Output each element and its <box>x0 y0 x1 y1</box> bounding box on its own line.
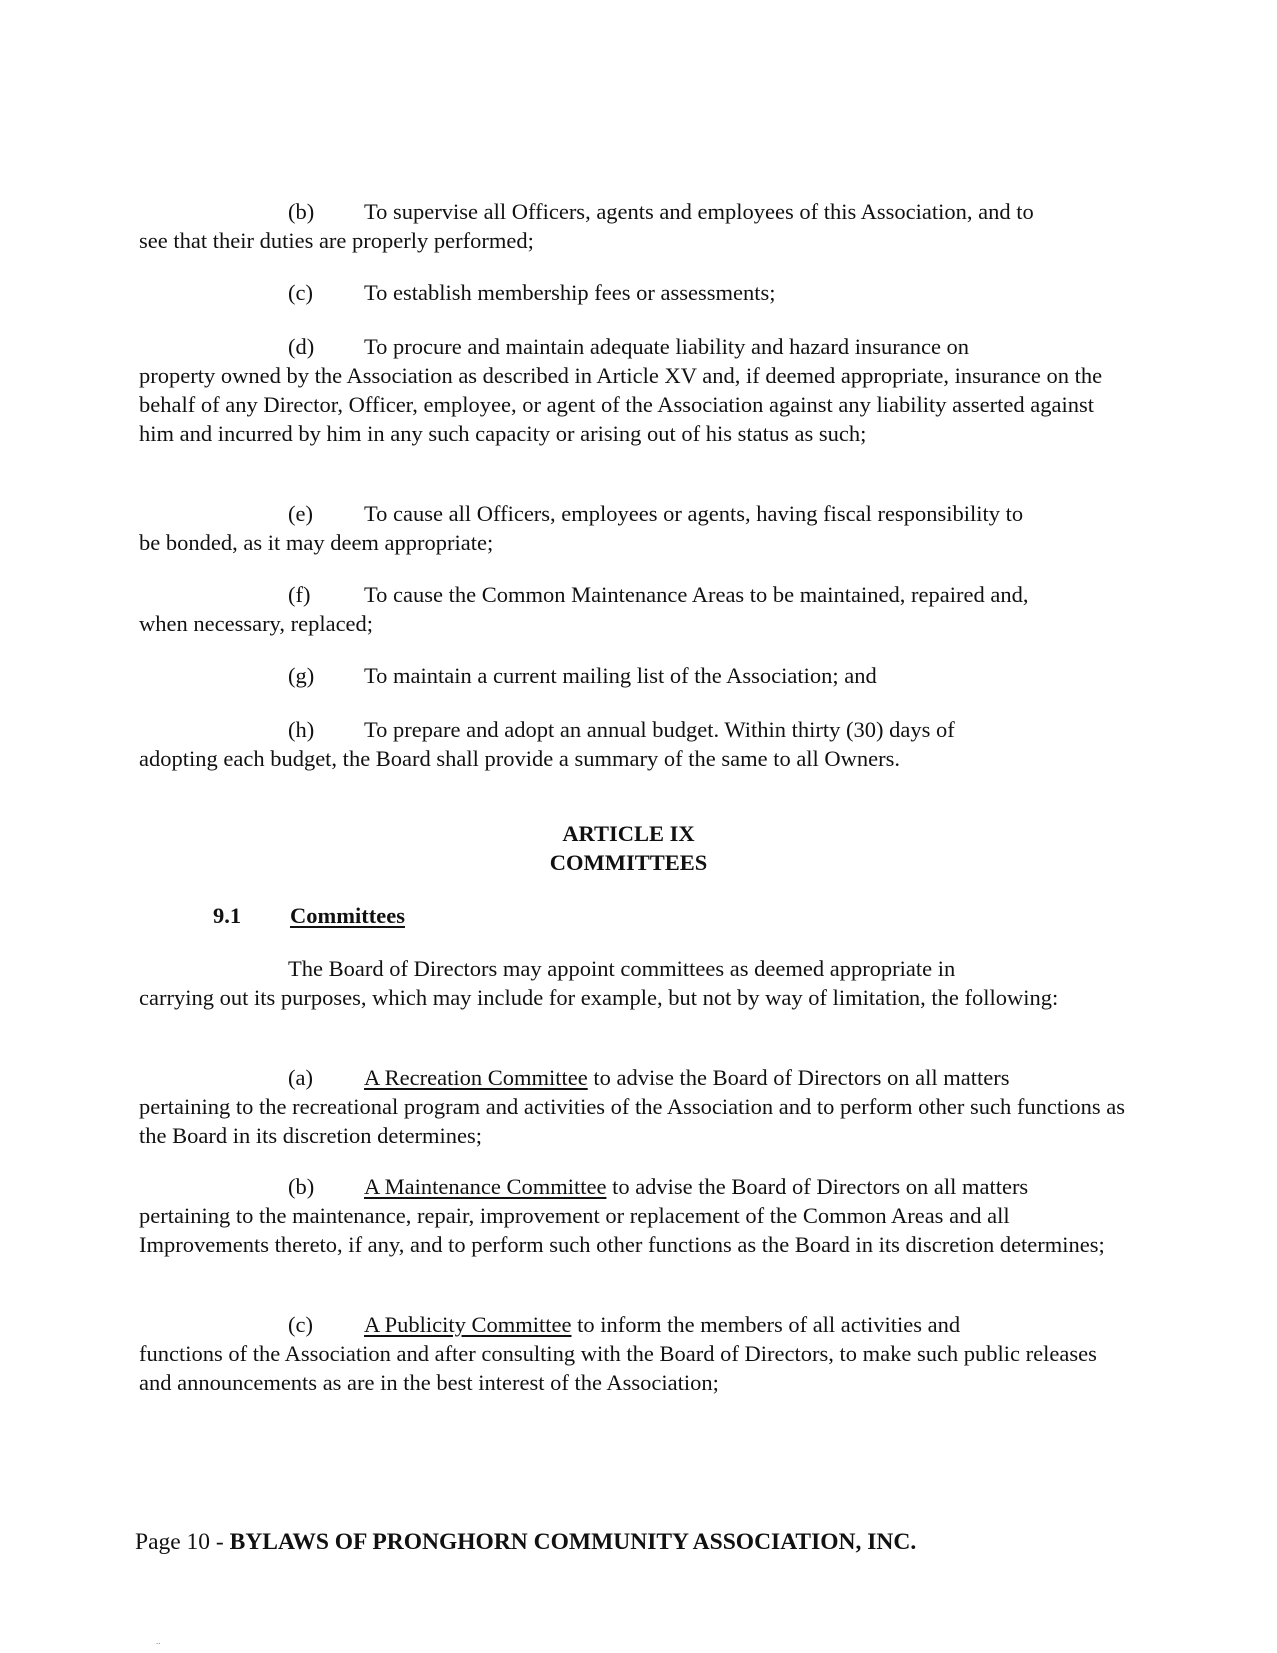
item-text-continued: when necessary, replaced; <box>139 611 374 636</box>
intro-text-continued: carrying out its purposes, which may include for example, but not by way of limitation, the following: <box>139 985 1059 1010</box>
item-e-bonded <box>139 499 1129 557</box>
committee-name: A Publicity Committee <box>364 1312 572 1337</box>
section-title: Committees <box>290 903 405 928</box>
item-text: To maintain a current mailing list of the Association; and <box>364 663 877 688</box>
item-text: To supervise all Officers, agents and employees of this Association, and to <box>364 199 1034 224</box>
item-text: to advise the Board of Directors on all matters <box>606 1174 1029 1199</box>
item-d-insurance <box>139 332 1129 448</box>
item-g-mailing-list <box>139 661 1129 690</box>
page-footer <box>135 1527 916 1557</box>
committee-name: A Recreation Committee <box>364 1065 588 1090</box>
item-c-fees <box>139 278 1129 307</box>
item-text: To cause all Officers, employees or agents, having fiscal responsibility to <box>364 501 1024 526</box>
document-title: BYLAWS OF PRONGHORN COMMUNITY ASSOCIATION, INC. <box>229 1529 917 1555</box>
section-intro <box>139 954 1129 1012</box>
article-title: COMMITTEES <box>549 850 708 875</box>
item-label: (b) <box>288 199 315 224</box>
item-b-supervise <box>139 197 1129 255</box>
scan-mark: .. <box>156 1636 161 1646</box>
section-number: 9.1 <box>213 903 242 928</box>
item-label: (h) <box>288 717 315 742</box>
intro-text: The Board of Directors may appoint committees as deemed appropriate in <box>288 956 956 981</box>
item-text: to inform the members of all activities and <box>571 1312 961 1337</box>
item-text: To procure and maintain adequate liability and hazard insurance on <box>364 334 970 359</box>
committee-a-recreation <box>139 1063 1129 1150</box>
item-text-continued: property owned by the Association as described in Article XV and, if deemed appropriate, insurance on the behalf of any Director, Officer, employee, or agent of the Association against any liability asserted against him and incurred by him in any such capacity or arising out of his status as such; <box>139 363 1103 446</box>
item-text-continued: pertaining to the recreational program and activities of the Association and to perform other such functions as the Board in its discretion determines; <box>139 1094 1125 1148</box>
item-text: To cause the Common Maintenance Areas to be maintained, repaired and, <box>364 582 1029 607</box>
committee-name: A Maintenance Committee <box>364 1174 607 1199</box>
item-label: (g) <box>288 663 315 688</box>
item-text-continued: adopting each budget, the Board shall provide a summary of the same to all Owners. <box>139 746 901 771</box>
item-text: To prepare and adopt an annual budget. Within thirty (30) days of <box>364 717 955 742</box>
section-heading <box>213 901 405 930</box>
item-label: (c) <box>288 1312 313 1337</box>
item-label: (c) <box>288 280 313 305</box>
item-text: to advise the Board of Directors on all matters <box>587 1065 1010 1090</box>
page-number: Page 10 - <box>135 1529 230 1555</box>
item-text-continued: pertaining to the maintenance, repair, improvement or replacement of the Common Areas and all Improvements thereto, if any, and to perform such other functions as the Board in its discretion determines; <box>139 1203 1105 1257</box>
item-label: (d) <box>288 334 315 359</box>
item-label: (e) <box>288 501 313 526</box>
article-number: ARTICLE IX <box>562 821 695 846</box>
committee-b-maintenance <box>139 1172 1129 1259</box>
item-text-continued: functions of the Association and after consulting with the Board of Directors, to make such public releases and announcements as are in the best interest of the Association; <box>139 1341 1097 1395</box>
item-label: (f) <box>288 582 311 607</box>
item-h-budget <box>139 715 1129 773</box>
item-label: (a) <box>288 1065 313 1090</box>
item-text-continued: see that their duties are properly performed; <box>139 228 534 253</box>
committee-c-publicity <box>139 1310 1129 1397</box>
item-label: (b) <box>288 1174 315 1199</box>
item-f-maintenance-areas <box>139 580 1129 638</box>
item-text-continued: be bonded, as it may deem appropriate; <box>139 530 494 555</box>
item-text: To establish membership fees or assessments; <box>364 280 776 305</box>
